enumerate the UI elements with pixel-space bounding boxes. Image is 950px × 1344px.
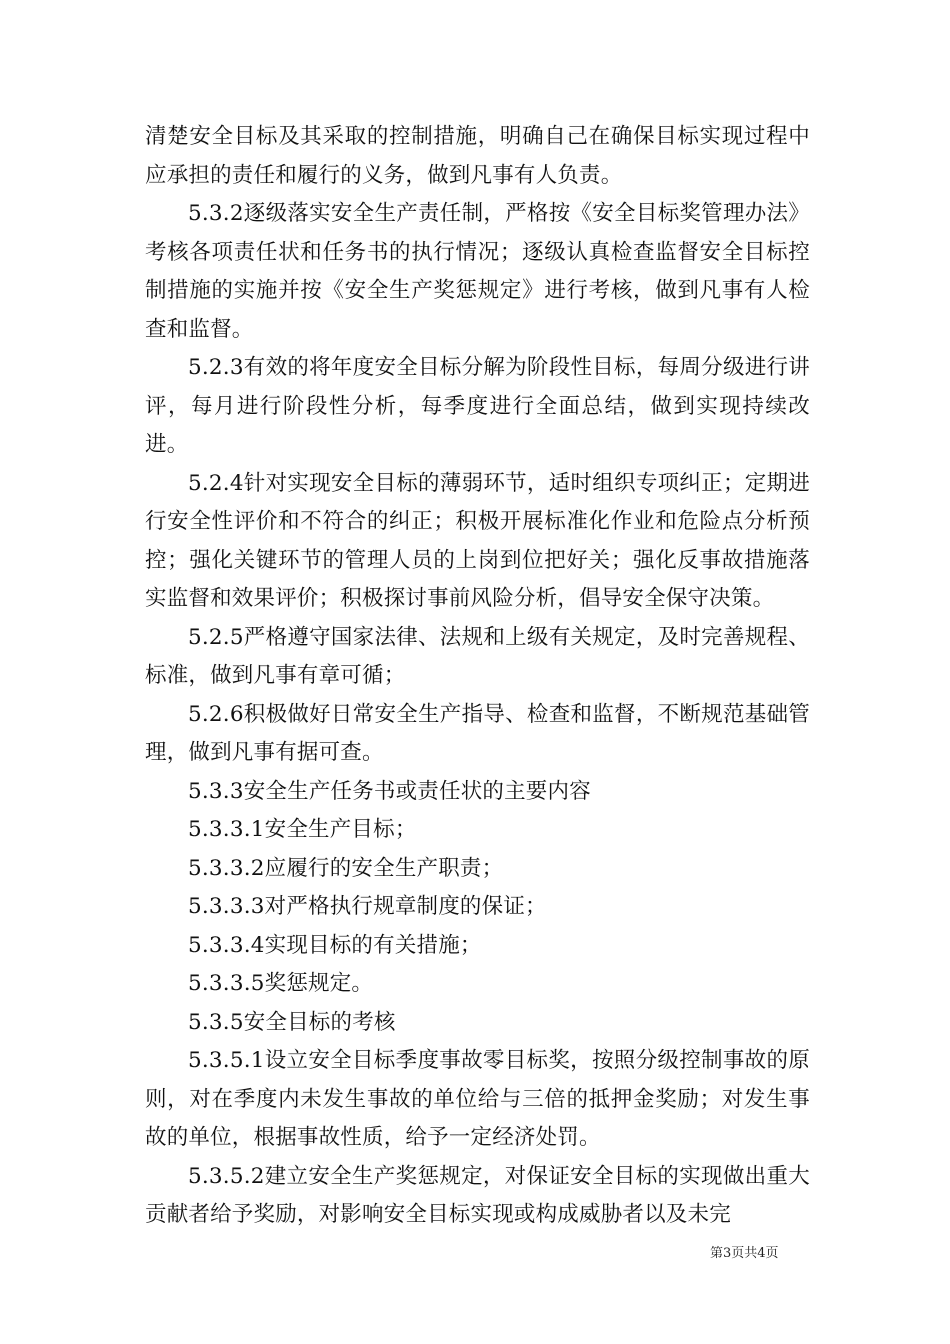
paragraph: 5.3.3.1安全生产目标； <box>188 817 417 842</box>
paragraph: 5.3.5.1设立安全目标季度事故零目标奖，按照分级控制事故的原则，对在季度内未发生事故的单位给与三倍的抵押金奖励；对发生事故的单位，根据事故性质，给予一定经济处罚。 <box>145 1048 810 1150</box>
paragraph: 5.3.3.5奖惩规定。 <box>188 971 374 996</box>
paragraph: 5.2.6积极做好日常安全生产指导、检查和监督，不断规范基础管理，做到凡事有据可查。 <box>145 701 810 765</box>
paragraph: 5.3.5安全目标的考核 <box>188 1009 396 1035</box>
paragraph: 5.3.3.4实现目标的有关措施； <box>188 932 482 958</box>
paragraph: 5.3.3.3对严格执行规章制度的保证； <box>188 894 547 919</box>
paragraph: 5.3.5.2建立安全生产奖惩规定，对保证安全目标的实现做出重大贡献者给予奖励，对影响安全目标实现或构成威胁者以及未完 <box>145 1163 810 1227</box>
page-footer: 第3页共4页 <box>710 1246 779 1261</box>
paragraph: 5.3.3安全生产任务书或责任状的主要内容 <box>188 778 591 804</box>
document-body <box>145 118 810 1235</box>
paragraph: 5.3.3.2应履行的安全生产职责； <box>188 855 504 881</box>
paragraph: 5.2.3有效的将年度安全目标分解为阶段性目标，每周分级进行讲评，每月进行阶段性分析，每季度进行全面总结，做到实现持续改进。 <box>145 355 810 457</box>
paragraph: 5.2.5严格遵守国家法律、法规和上级有关规定，及时完善规程、标准，做到凡事有章可循； <box>145 624 810 688</box>
paragraph: 5.3.2逐级落实安全生产责任制，严格按《安全目标奖管理办法》考核各项责任状和任务书的执行情况；逐级认真检查监督安全目标控制措施的实施并按《安全生产奖惩规定》进行考核，做到凡事有人检查和监督。 <box>145 201 810 342</box>
paragraph: 清楚安全目标及其采取的控制措施，明确自己在确保目标实现过程中应承担的责任和履行的义务，做到凡事有人负责。 <box>145 124 810 188</box>
paragraph: 5.2.4针对实现安全目标的薄弱环节，适时组织专项纠正；定期进行安全性评价和不符合的纠正；积极开展标准化作业和危险点分析预控；强化关键环节的管理人员的上岗到位把好关；强化反事故措施落实监督和效果评价；积极探讨事前风险分析，倡导安全保守决策。 <box>145 470 810 611</box>
